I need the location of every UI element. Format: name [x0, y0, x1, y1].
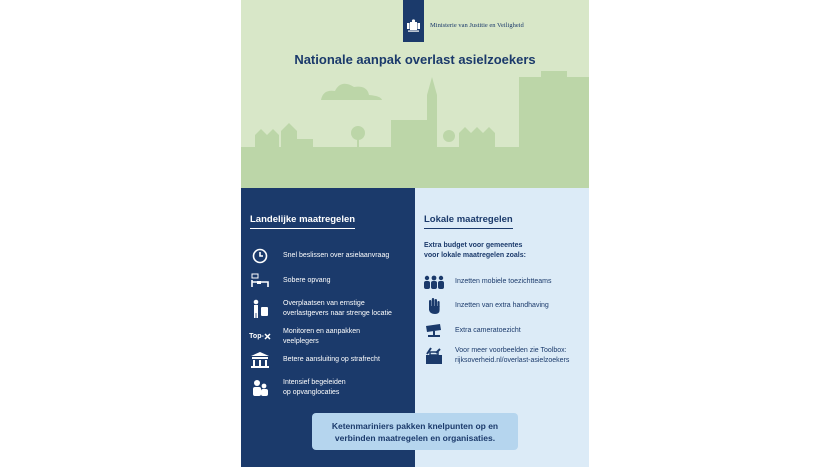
local-measures-subtitle — [424, 241, 526, 260]
list-item — [249, 378, 346, 397]
item-text-line: Overplaatsen van ernstige — [283, 300, 365, 307]
item-text-line: Sobere opvang — [283, 277, 331, 285]
list-item — [249, 299, 392, 318]
relocate-person-icon — [249, 300, 271, 318]
people-icon — [249, 379, 271, 397]
national-measures-title: Landelijke maatregelen — [250, 214, 355, 229]
hero-section — [241, 0, 589, 188]
list-item — [249, 247, 389, 265]
ministry-name: Ministerie van Justitie en Veiligheid — [430, 22, 524, 29]
top-x-icon — [249, 328, 271, 346]
local-measures-title: Lokale maatregelen — [424, 214, 513, 229]
item-text-line: Monitoren en aanpakken — [283, 328, 361, 335]
callout-line: Ketenmariniers pakken knelpunten op en — [331, 420, 499, 431]
coat-of-arms-icon — [406, 18, 421, 33]
toolbox-icon — [423, 347, 445, 365]
top-x-label: Top- — [249, 333, 264, 340]
item-text-line: overlastgevers naar strenge locatie — [283, 309, 392, 317]
item-text-line: Inzetten van extra handhaving — [455, 302, 549, 310]
callout-line: verbinden maatregelen en organisaties. — [334, 432, 496, 443]
list-item — [423, 297, 549, 315]
list-item — [423, 322, 521, 340]
list-item — [249, 272, 330, 290]
list-item — [249, 327, 360, 346]
page-title: Nationale aanpak overlast asielzoekers — [294, 52, 536, 67]
item-text-line: op opvanglocaties — [283, 388, 340, 396]
bed-icon — [249, 272, 271, 290]
list-item — [249, 351, 380, 369]
skyline-illustration — [241, 65, 589, 188]
hand-stop-icon — [423, 297, 445, 315]
clock-icon — [249, 247, 271, 265]
item-text-line: Snel beslissen over asielaanvraag — [283, 252, 390, 260]
callout-box — [312, 413, 518, 450]
logo-ribbon — [403, 0, 424, 42]
item-text-line: Intensief begeleiden — [283, 379, 346, 386]
item-text-line: Extra cameratoezicht — [455, 327, 521, 335]
poster — [241, 0, 589, 467]
list-item — [423, 346, 569, 365]
item-text-line: Betere aansluiting op strafrecht — [283, 356, 380, 364]
subtitle-line: voor lokale maatregelen zoals: — [424, 251, 526, 259]
item-text-line: veelplegers — [283, 337, 319, 345]
list-item — [423, 273, 552, 291]
courthouse-icon — [249, 351, 271, 369]
team-icon — [423, 273, 445, 291]
toolbox-link[interactable]: rijksoverheid.nl/overlast-asielzoekers — [455, 356, 570, 364]
item-text-line: Inzetten mobiele toezichtteams — [455, 278, 552, 286]
item-text-line: Voor meer voorbeelden zie Toolbox: — [455, 347, 567, 354]
camera-icon — [423, 322, 445, 340]
subtitle-line: Extra budget voor gemeentes — [424, 242, 523, 249]
